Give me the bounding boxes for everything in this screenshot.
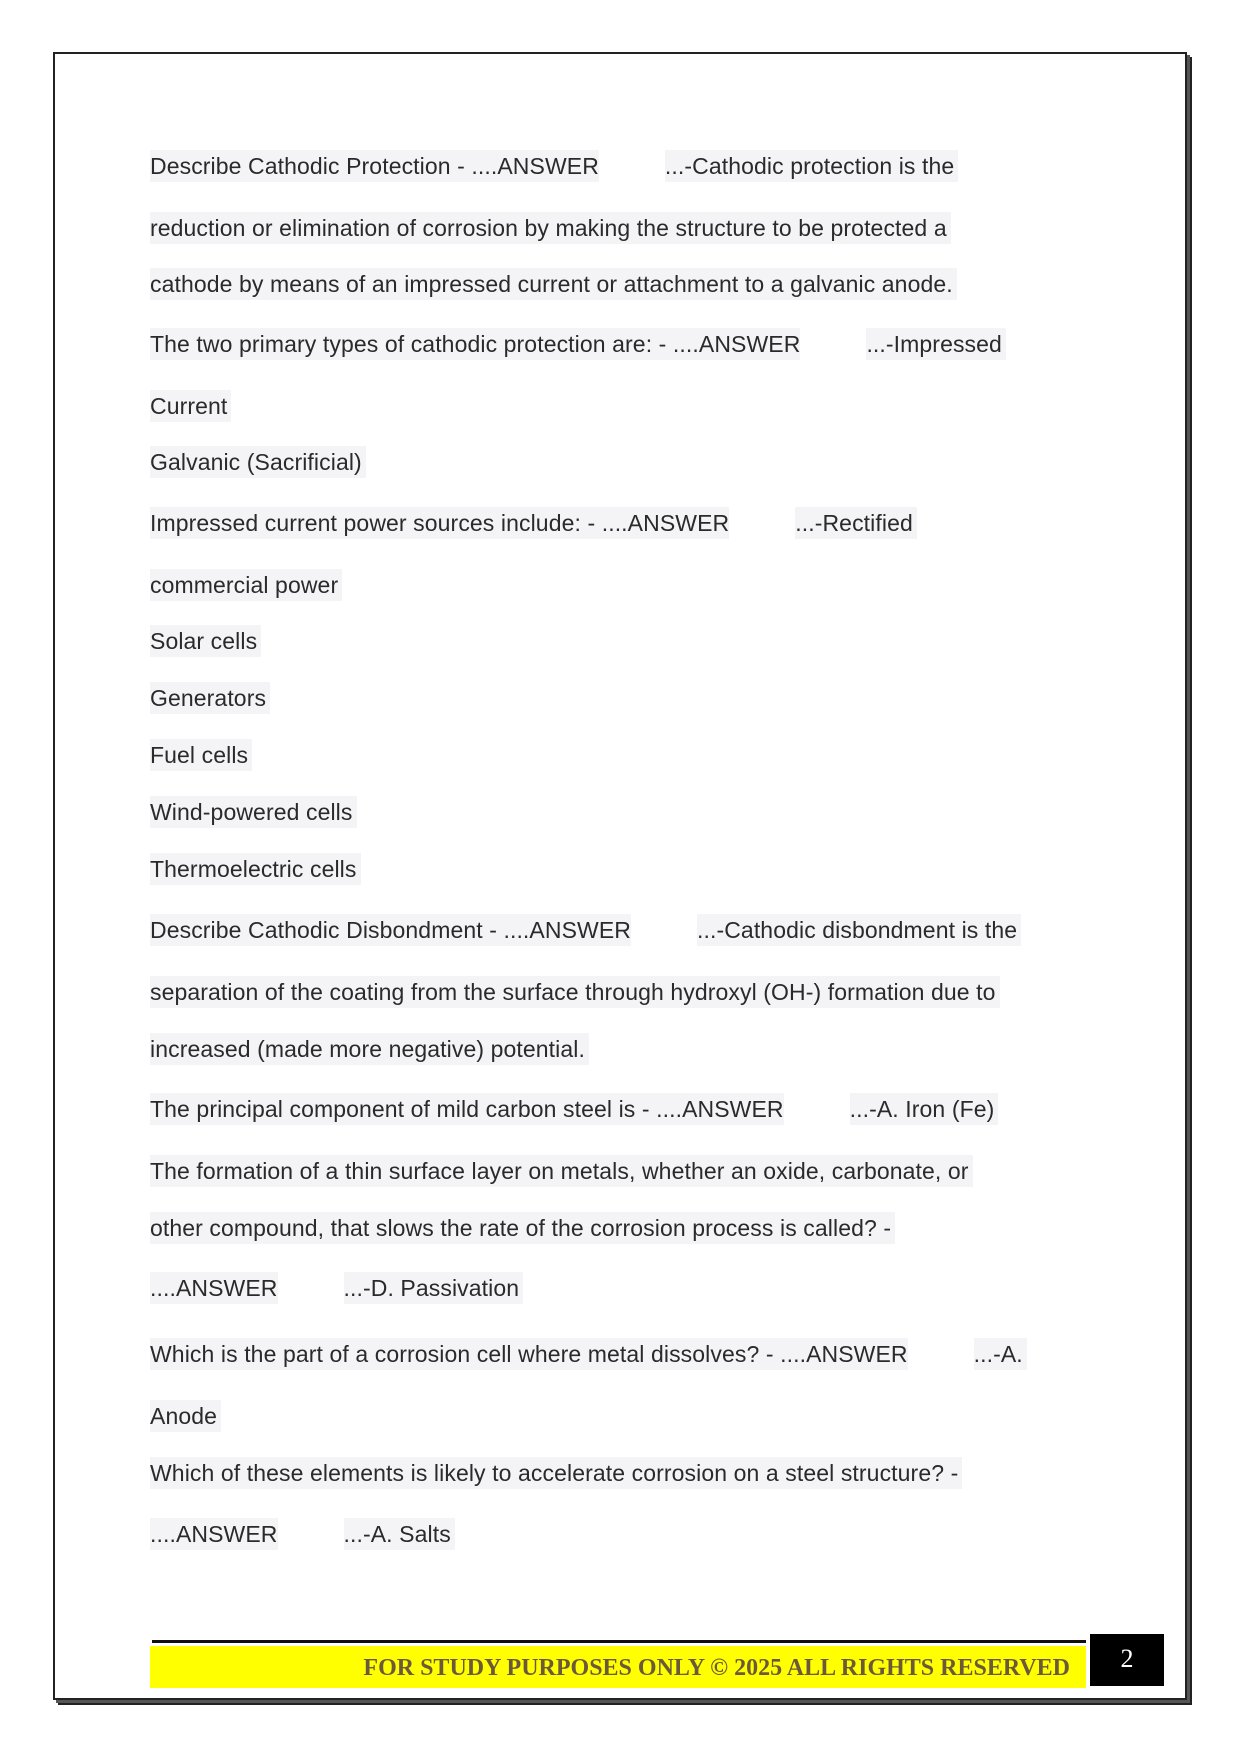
footer-banner — [150, 1646, 1086, 1688]
text-line: Thermoelectric cells — [150, 853, 361, 885]
text-line: Which of these elements is likely to accelerate corrosion on a steel structure? - — [150, 1457, 962, 1489]
qa-line: The two primary types of cathodic protection are: - ....ANSWER ...-Impressed — [150, 328, 1006, 360]
qa-line: Which is the part of a corrosion cell where metal dissolves? - ....ANSWER ...-A. — [150, 1338, 1027, 1370]
qa-line: ....ANSWER ...-A. Salts — [150, 1518, 455, 1550]
text-line: Wind-powered cells — [150, 796, 357, 828]
text-line: Solar cells — [150, 625, 261, 657]
qa-line: ....ANSWER ...-D. Passivation — [150, 1272, 523, 1304]
text-line: The formation of a thin surface layer on metals, whether an oxide, carbonate, or — [150, 1155, 973, 1187]
text-line: increased (made more negative) potential. — [150, 1033, 589, 1065]
qa-line: Describe Cathodic Protection - ....ANSWER ...-Cathodic protection is the — [150, 150, 958, 182]
text-line: Anode — [150, 1400, 221, 1432]
text-line: separation of the coating from the surface through hydroxyl (OH-) formation due to — [150, 976, 1000, 1008]
text-line: commercial power — [150, 569, 342, 601]
text-line: Fuel cells — [150, 739, 252, 771]
qa-line: Impressed current power sources include: - ....ANSWER ...-Rectified — [150, 507, 917, 539]
text-line: Generators — [150, 682, 270, 714]
text-line: Current — [150, 390, 231, 422]
footer-divider — [152, 1640, 1086, 1643]
page-number: 2 — [1090, 1634, 1164, 1686]
qa-line: The principal component of mild carbon steel is - ....ANSWER ...-A. Iron (Fe) — [150, 1093, 998, 1125]
text-line: cathode by means of an impressed current or attachment to a galvanic anode. — [150, 268, 957, 300]
text-line: other compound, that slows the rate of the corrosion process is called? - — [150, 1212, 895, 1244]
qa-line: Describe Cathodic Disbondment - ....ANSWER ...-Cathodic disbondment is the — [150, 914, 1021, 946]
text-line: Galvanic (Sacrificial) — [150, 446, 366, 478]
text-line: reduction or elimination of corrosion by making the structure to be protected a — [150, 212, 951, 244]
footer-notice: FOR STUDY PURPOSES ONLY © 2025 ALL RIGHTS RESERVED — [363, 1655, 1070, 1681]
